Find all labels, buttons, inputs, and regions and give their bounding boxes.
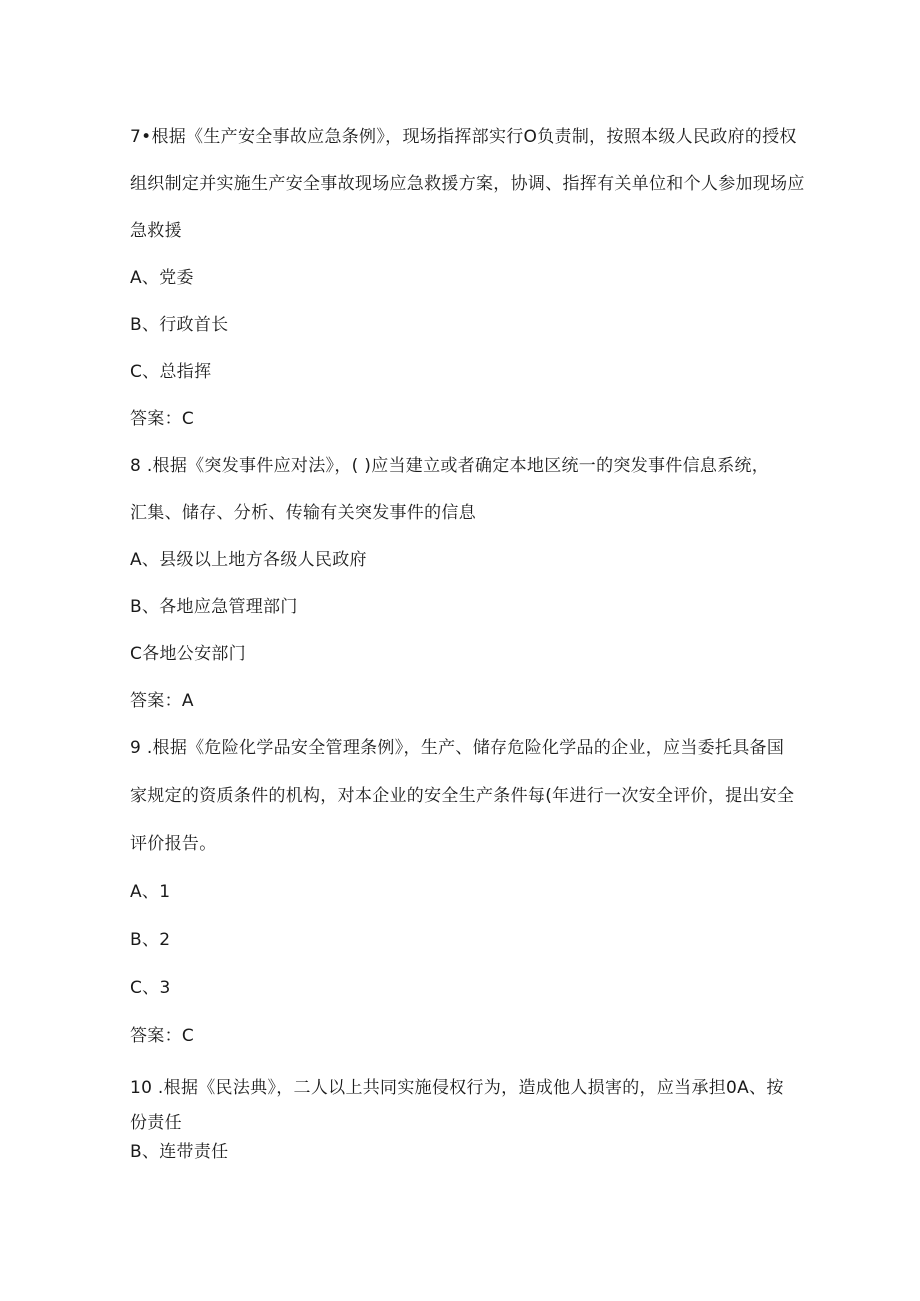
question-8-option-c: C各地公安部门 — [130, 644, 246, 664]
question-8-answer: 答案：A — [130, 691, 194, 711]
question-9-answer: 答案：C — [130, 1026, 195, 1046]
question-7-option-c: C、总指挥 — [130, 362, 212, 382]
question-10-line-1: 10 .根据《民法典》，二人以上共同实施侵权行为，造成他人损害的，应当承担0A、按 — [130, 1078, 784, 1098]
question-9-option-a: A、1 — [130, 882, 171, 902]
question-9-line-2: 家规定的资质条件的机构，对本企业的安全生产条件每(年进行一次安全评价，提出安全 — [130, 786, 795, 806]
question-8-option-b: B、各地应急管理部门 — [130, 597, 298, 617]
question-10-line-2: 份责任 — [130, 1113, 182, 1133]
question-8-line-2: 汇集、储存、分析、传输有关突发事件的信息 — [130, 503, 476, 523]
question-8-option-a: A、县级以上地方各级人民政府 — [130, 550, 367, 570]
question-9-option-c: C、3 — [130, 978, 171, 998]
question-7-line-1: 7•根据《生产安全事故应急条例》，现场指挥部实行O负责制，按照本级人民政府的授权 — [130, 127, 797, 147]
question-7-line-2: 组织制定并实施生产安全事故现场应急救援方案，协调、指挥有关单位和个人参加现场应 — [130, 174, 805, 194]
question-9-option-b: B、2 — [130, 930, 171, 950]
question-7-answer: 答案：C — [130, 409, 195, 429]
question-10-option-b: B、连带责任 — [130, 1142, 229, 1162]
question-7-option-a: A、党委 — [130, 268, 194, 288]
question-8-line-1: 8 .根据《突发事件应对法》，( )应当建立或者确定本地区统一的突发事件信息系统， — [130, 456, 770, 476]
question-7-line-3: 急救援 — [130, 221, 182, 241]
question-9-line-3: 评价报告。 — [130, 834, 217, 854]
question-7-option-b: B、行政首长 — [130, 315, 229, 335]
question-9-line-1: 9 .根据《危险化学品安全管理条例》，生产、储存危险化学品的企业，应当委托具备国 — [130, 738, 785, 758]
